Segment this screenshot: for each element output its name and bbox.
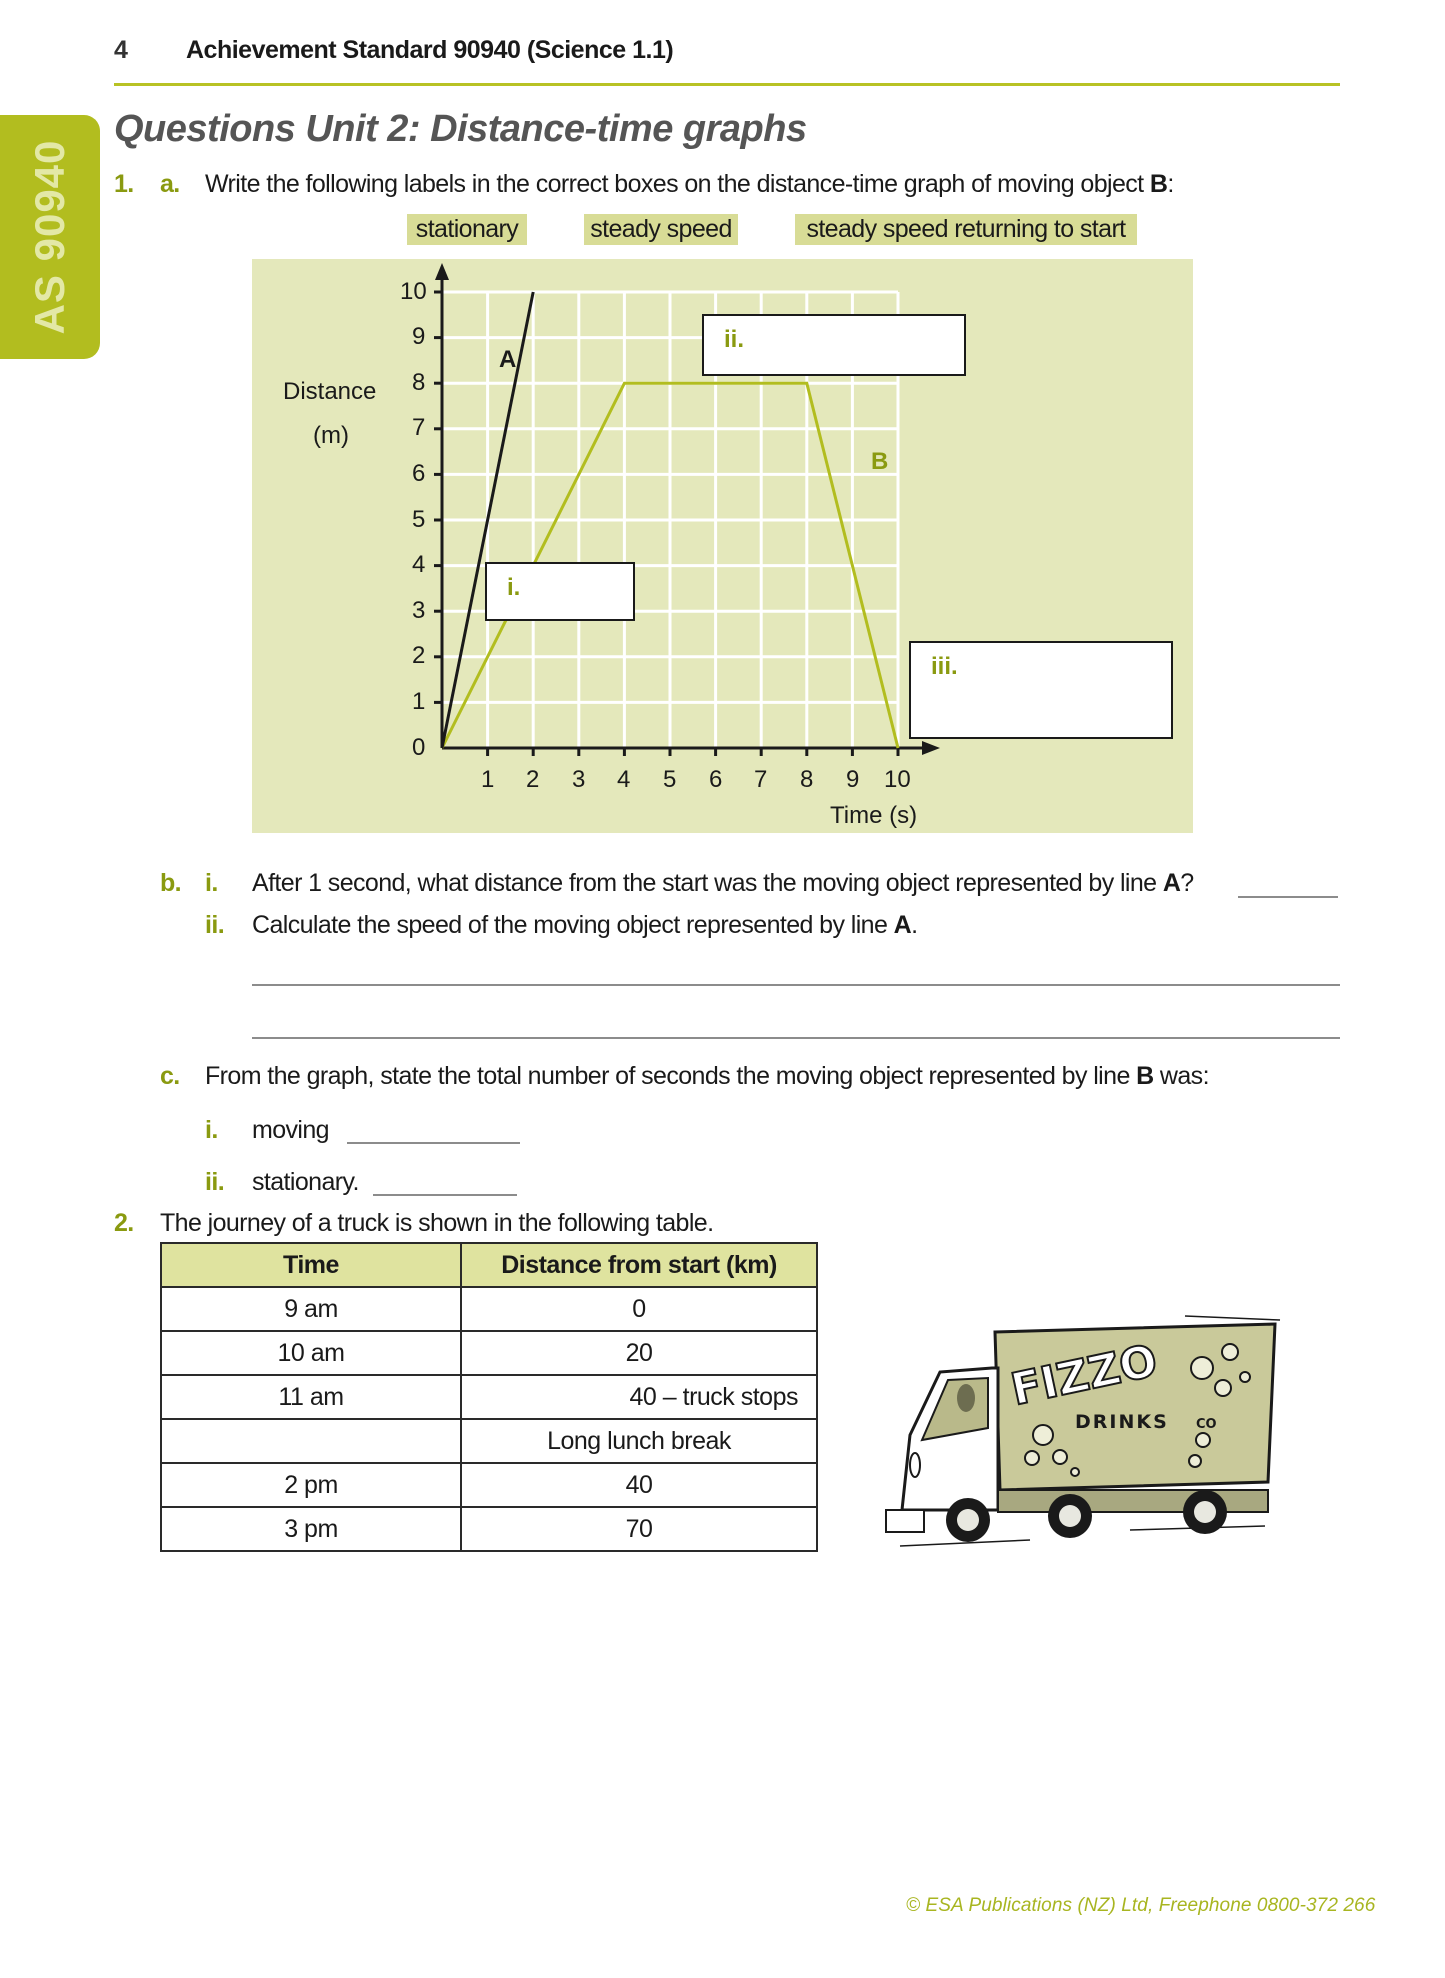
table-row <box>161 1507 817 1551</box>
question-text: stationary. <box>252 1168 359 1196</box>
distance-cell: 40 <box>461 1463 817 1507</box>
side-tab-label: AS 90940 <box>26 139 73 335</box>
x-tick: 4 <box>617 766 631 793</box>
distance-cell: 70 <box>461 1507 817 1551</box>
question-text: After 1 second, what distance from the start was the moving object represented by line A? <box>252 869 1194 897</box>
answer-line[interactable] <box>252 1037 1340 1039</box>
line-a-label: A <box>499 346 517 373</box>
time-cell: 2 pm <box>161 1463 461 1507</box>
answer-box-ii[interactable] <box>702 314 966 376</box>
column-header-distance: Distance from start (km) <box>461 1243 817 1287</box>
time-cell <box>161 1419 461 1463</box>
time-cell: 9 am <box>161 1287 461 1331</box>
time-cell: 3 pm <box>161 1507 461 1551</box>
label-chip-stationary[interactable]: stationary <box>407 214 527 245</box>
y-tick: 10 <box>400 278 427 305</box>
part-label: a. <box>160 170 180 198</box>
answer-box-i[interactable] <box>485 562 635 621</box>
x-tick: 3 <box>572 766 586 793</box>
distance-cell: Long lunch break <box>461 1419 817 1463</box>
x-axis-arrow-icon <box>922 741 940 755</box>
truck-illustration <box>880 1310 1300 1560</box>
y-axis-arrow-icon <box>435 263 449 280</box>
subpart-label: i. <box>205 869 218 897</box>
y-axis-unit: (m) <box>313 422 349 449</box>
truck-brand: FIZZO <box>1006 1335 1162 1416</box>
x-tick: 10 <box>884 766 911 793</box>
y-tick: 7 <box>412 414 426 441</box>
x-tick: 7 <box>754 766 768 793</box>
y-tick: 0 <box>412 734 426 761</box>
y-tick: 6 <box>412 460 426 487</box>
answer-line[interactable] <box>373 1194 517 1196</box>
x-tick: 5 <box>663 766 677 793</box>
y-tick: 5 <box>412 506 426 533</box>
table-row <box>161 1287 817 1331</box>
x-tick: 8 <box>800 766 814 793</box>
subpart-label: ii. <box>205 911 225 939</box>
answer-box-label: i. <box>507 574 521 601</box>
footer-copyright: © ESA Publications (NZ) Ltd, Freephone 0800-372 266 <box>906 1895 1376 1916</box>
answer-line[interactable] <box>347 1142 520 1144</box>
question-number: 2. <box>114 1209 134 1237</box>
x-tick: 9 <box>846 766 860 793</box>
time-cell: 11 am <box>161 1375 461 1419</box>
page-number: 4 <box>114 36 128 64</box>
time-cell: 10 am <box>161 1331 461 1375</box>
distance-cell: 40 – truck stops <box>461 1375 817 1419</box>
part-label: b. <box>160 869 182 897</box>
distance-cell: 20 <box>461 1331 817 1375</box>
x-tick: 6 <box>709 766 723 793</box>
x-axis-label: Time (s) <box>830 802 918 829</box>
line-b-label: B <box>871 448 889 475</box>
subpart-label: i. <box>205 1116 218 1144</box>
question-text: moving <box>252 1116 329 1144</box>
part-label: c. <box>160 1062 180 1090</box>
x-tick: 2 <box>526 766 540 793</box>
y-tick: 2 <box>412 642 426 669</box>
truck-suffix: CO <box>1196 1417 1217 1432</box>
table-header-row <box>161 1243 817 1287</box>
question-text: Write the following labels in the correct boxes on the distance-time graph of moving object B: <box>205 170 1174 198</box>
y-tick: 1 <box>412 688 426 715</box>
distance-cell: 0 <box>461 1287 817 1331</box>
y-tick: 8 <box>412 369 426 396</box>
question-text: The journey of a truck is shown in the following table. <box>160 1209 714 1237</box>
column-header-time: Time <box>161 1243 461 1287</box>
table-row <box>161 1463 817 1507</box>
x-tick: 1 <box>481 766 495 793</box>
answer-line[interactable] <box>252 984 1340 986</box>
y-tick: 3 <box>412 597 426 624</box>
table-row <box>161 1331 817 1375</box>
subpart-label: ii. <box>205 1168 225 1196</box>
y-axis-label: Distance <box>283 378 377 405</box>
y-tick: 9 <box>412 323 426 350</box>
question-text: Calculate the speed of the moving object represented by line A. <box>252 911 918 939</box>
running-header: Achievement Standard 90940 (Science 1.1) <box>186 36 674 64</box>
question-text: From the graph, state the total number of seconds the moving object represented by line B was: <box>205 1062 1209 1090</box>
label-chip-returning[interactable]: steady speed returning to start <box>795 214 1137 245</box>
answer-line[interactable] <box>1238 896 1338 898</box>
y-tick: 4 <box>412 551 426 578</box>
question-number: 1. <box>114 170 134 198</box>
label-chip-steady-speed[interactable]: steady speed <box>584 214 738 245</box>
truck-journey-table <box>160 1242 818 1552</box>
distance-time-graph <box>0 0 1445 900</box>
page-title: Questions Unit 2: Distance-time graphs <box>114 108 807 150</box>
answer-box-iii[interactable] <box>909 641 1173 739</box>
table-row <box>161 1419 817 1463</box>
answer-box-label: iii. <box>931 653 958 680</box>
answer-box-label: ii. <box>724 326 745 353</box>
truck-subtitle: DRINKS <box>1075 1411 1169 1433</box>
table-row <box>161 1375 817 1419</box>
